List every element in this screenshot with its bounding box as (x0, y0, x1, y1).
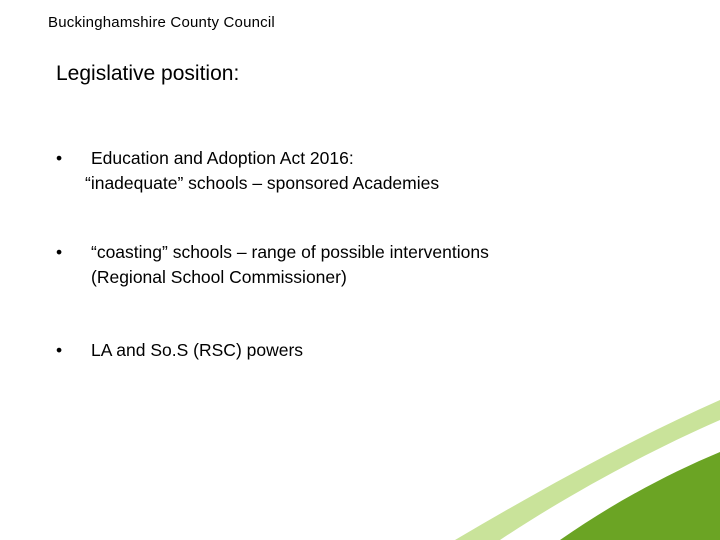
bullet-marker: • (56, 148, 63, 168)
organisation-name: Buckinghamshire County Council (48, 14, 275, 31)
bullet-text-line: “inadequate” schools – sponsored Academies (85, 173, 440, 193)
bullet-marker: • (56, 242, 63, 262)
bullet-marker: • (56, 340, 63, 360)
bullet-text-line: (Regional School Commissioner) (91, 267, 347, 287)
bullet-text-line: LA and So.S (RSC) powers (91, 340, 304, 360)
bullet-text-line: “coasting” schools – range of possible interventions (91, 242, 489, 262)
bullet-text-line: Education and Adoption Act 2016: (91, 148, 354, 168)
swoosh-dark-band (560, 452, 720, 540)
slide-title: Legislative position: (56, 62, 240, 85)
